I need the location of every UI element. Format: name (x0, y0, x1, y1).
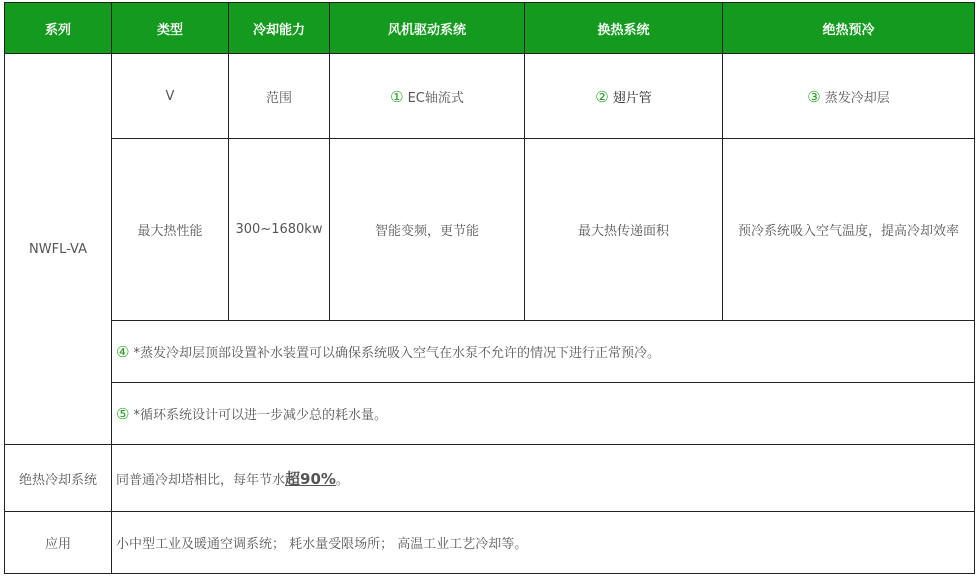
header-fan-drive: 风机驱动系统 (330, 3, 525, 54)
application-text-cell: 小中型工业及暖通空调系统； 耗水量受限场所； 高温工业工艺冷却等。 (112, 512, 975, 574)
adiabatic-text: 同普通冷却塔相比，每年节水 (116, 472, 286, 488)
capacity-cell: 范围 (229, 54, 330, 139)
header-type: 类型 (112, 3, 229, 54)
note-text-1: *蒸发冷却层顶部设置补水装置可以确保系统吸入空气在水泵不允许的情况下进行正常预冷。 (133, 346, 660, 361)
precool-label: 蒸发冷却层 (824, 90, 890, 106)
num-badge-5: ⑤ (116, 405, 130, 423)
capacity-range-cell: 300~1680kw (229, 139, 330, 321)
header-row (5, 3, 975, 54)
header-adiabatic-precool: 绝热预冷 (723, 3, 975, 54)
header-heat-exchange: 换热系统 (525, 3, 723, 54)
num-badge-4: ④ (116, 343, 130, 361)
type-desc-cell: 最大热性能 (112, 139, 229, 321)
table-row (5, 383, 975, 445)
water-saving-highlight: 超90% (285, 469, 336, 488)
fan-label: EC轴流式 (407, 90, 464, 106)
hx-label: 翅片管 (612, 90, 652, 106)
num-badge-2: ② (595, 87, 609, 106)
adiabatic-label-cell: 绝热冷却系统 (5, 445, 112, 512)
header-capacity: 冷却能力 (229, 3, 330, 54)
precool-cell (723, 54, 975, 139)
application-label-cell: 应用 (5, 512, 112, 574)
spec-table (4, 2, 975, 574)
type-cell: V (112, 54, 229, 139)
fan-cell (330, 54, 525, 139)
series-cell: NWFL-VA (5, 54, 112, 445)
num-badge-1: ① (390, 87, 404, 106)
header-series: 系列 (5, 3, 112, 54)
note-cell-1 (112, 321, 975, 383)
adiabatic-end: 。 (335, 472, 349, 488)
num-badge-3: ③ (807, 87, 821, 106)
table-row (5, 321, 975, 383)
adiabatic-text-cell (112, 445, 975, 512)
hx-cell (525, 54, 723, 139)
note-text-2: *循环系统设计可以进一步减少总的耗水量。 (133, 408, 387, 423)
hx-desc-cell: 最大热传递面积 (525, 139, 723, 321)
table-row (5, 139, 975, 321)
table-row (5, 512, 975, 574)
note-cell-2 (112, 383, 975, 445)
table-row (5, 54, 975, 139)
table-row (5, 445, 975, 512)
fan-desc-cell: 智能变频，更节能 (330, 139, 525, 321)
precool-desc-cell: 预冷系统吸入空气温度，提高冷却效率 (723, 139, 975, 321)
